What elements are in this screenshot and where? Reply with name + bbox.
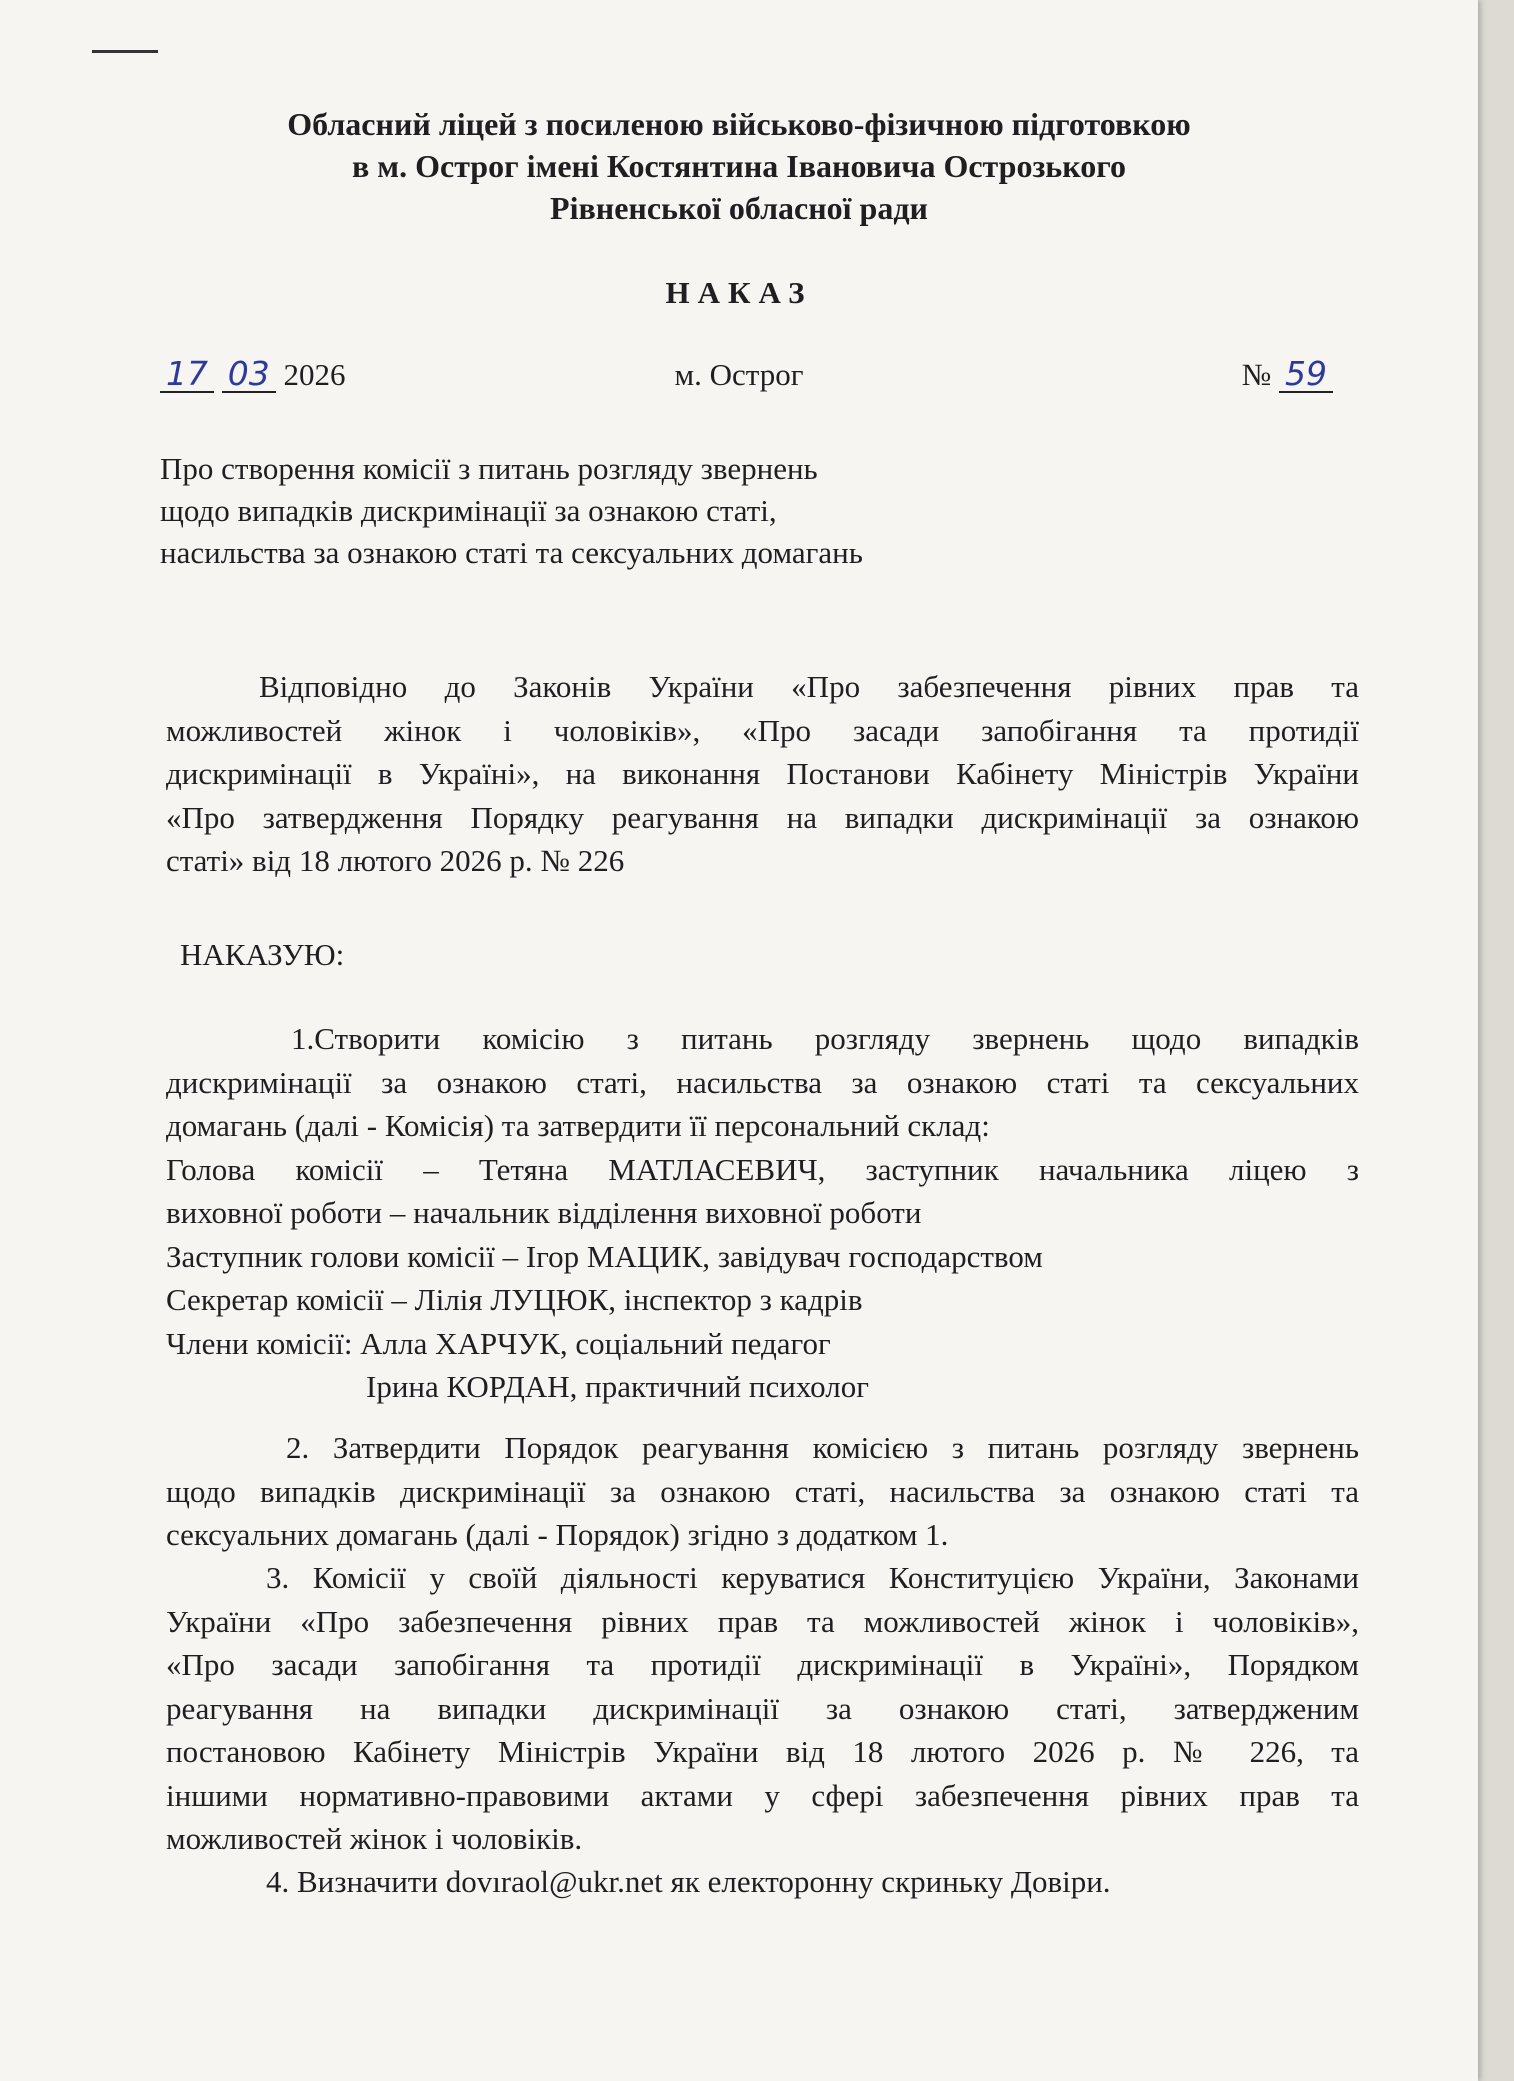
item3-line-2: України «Про забезпечення рівних прав та можливостей жінок і чоловіків», <box>166 1603 1359 1639</box>
item1-line-3: домагань (далі - Комісія) та затвердити її персональний склад: <box>166 1108 990 1143</box>
basis-line-1: Відповідно до Законів України «Про забезпечення рівних прав та <box>259 669 1359 704</box>
basis-line-3: дискримінації в Україні», на виконання Постанови Кабінету Міністрів України <box>166 756 1359 791</box>
commission-members-1: Члени комісії: Алла ХАРЧУК, соціальний педагог <box>166 1325 831 1361</box>
header-line-2: в м. Острог імені Костянтина Івановича Острозького <box>352 148 1126 184</box>
commission-members-2: Ірина КОРДАН, практичний психолог <box>366 1369 869 1404</box>
legal-basis <box>166 665 1359 883</box>
basis-line-4: «Про затвердження Порядку реагування на випадки дискримінації за ознакою <box>166 799 1359 835</box>
number-label: № <box>1241 357 1272 392</box>
institution-header <box>0 103 1478 229</box>
order-subject <box>160 448 863 574</box>
order-word: НАКАЗУЮ: <box>180 937 345 972</box>
item2-line-3: сексуальних домагань (далі - Порядок) згідно з додатком 1. <box>166 1517 949 1552</box>
commission-head-line-1: Голова комісії – Тетяна МАТЛАСЕВИЧ, заступник начальника ліцею з <box>166 1151 1359 1187</box>
header-line-3: Рівненської обласної ради <box>550 190 928 226</box>
item4-line-1: 4. Визначити dovıraol@ukr.net як електоронну скриньку Довіри. <box>266 1864 1111 1899</box>
date-day: 17 <box>160 357 214 393</box>
edge-mark <box>92 50 158 53</box>
item3-line-7: можливостей жінок і чоловіків. <box>166 1821 583 1856</box>
item1-line-2: дискримінації за ознакою статі, насильства за ознакою статі та сексуальних <box>166 1064 1359 1100</box>
item-1 <box>166 1017 1359 1409</box>
header-line-1: Обласний ліцей з посиленою військово-фізичною підготовкою <box>287 106 1191 142</box>
commission-deputy: Заступник голови комісії – Ігор МАЦИК, завідувач господарством <box>166 1238 1043 1274</box>
item3-line-4: реагування на випадки дискримінації за ознакою статі, затвердженим <box>166 1690 1359 1726</box>
subject-line-3: насильства за ознакою статі та сексуальних домагань <box>160 535 863 570</box>
commission-head-line-2: виховної роботи – начальник відділення виховної роботи <box>166 1195 922 1230</box>
item1-line-1: 1.Створити комісію з питань розгляду звернень щодо випадків <box>291 1021 1359 1056</box>
item2-line-2: щодо випадків дискримінації за ознакою статі, насильства за ознакою статі та <box>166 1473 1359 1509</box>
order-number <box>1241 354 1333 393</box>
date-month: 03 <box>222 357 276 393</box>
subject-line-2: щодо випадків дискримінації за ознакою статі, <box>160 493 777 528</box>
basis-line-2: можливостей жінок і чоловіків», «Про засади запобігання та протидії <box>166 712 1359 748</box>
item-2 <box>166 1426 1359 1557</box>
item3-line-3: «Про засади запобігання та протидії дискримінації в Україні», Порядком <box>166 1647 1359 1682</box>
basis-line-5: статі» від 18 лютого 2026 р. № 226 <box>166 843 625 878</box>
date-year: 2026 <box>283 357 346 392</box>
subject-line-1: Про створення комісії з питань розгляду звернень <box>160 451 818 486</box>
item3-line-6: іншими нормативно-правовими актами у сфері забезпечення рівних прав та <box>166 1777 1359 1813</box>
item-4 <box>166 1860 1359 1904</box>
item-3 <box>166 1556 1359 1861</box>
item2-line-1: 2. Затвердити Порядок реагування комісією з питань розгляду звернень <box>286 1430 1359 1465</box>
commission-secretary: Секретар комісії – Лілія ЛУЦЮК, інспектор з кадрів <box>166 1282 863 1317</box>
item3-line-1: 3. Комісії у своїй діяльності керуватися Конституцією України, Законами <box>266 1560 1359 1595</box>
order-title: НАКАЗ <box>665 275 813 310</box>
item3-line-5: постановою Кабінету Міністрів України від 18 лютого 2026 р. № 226, та <box>166 1734 1359 1769</box>
number-value: 59 <box>1279 357 1333 393</box>
order-city: м. Острог <box>674 357 804 392</box>
